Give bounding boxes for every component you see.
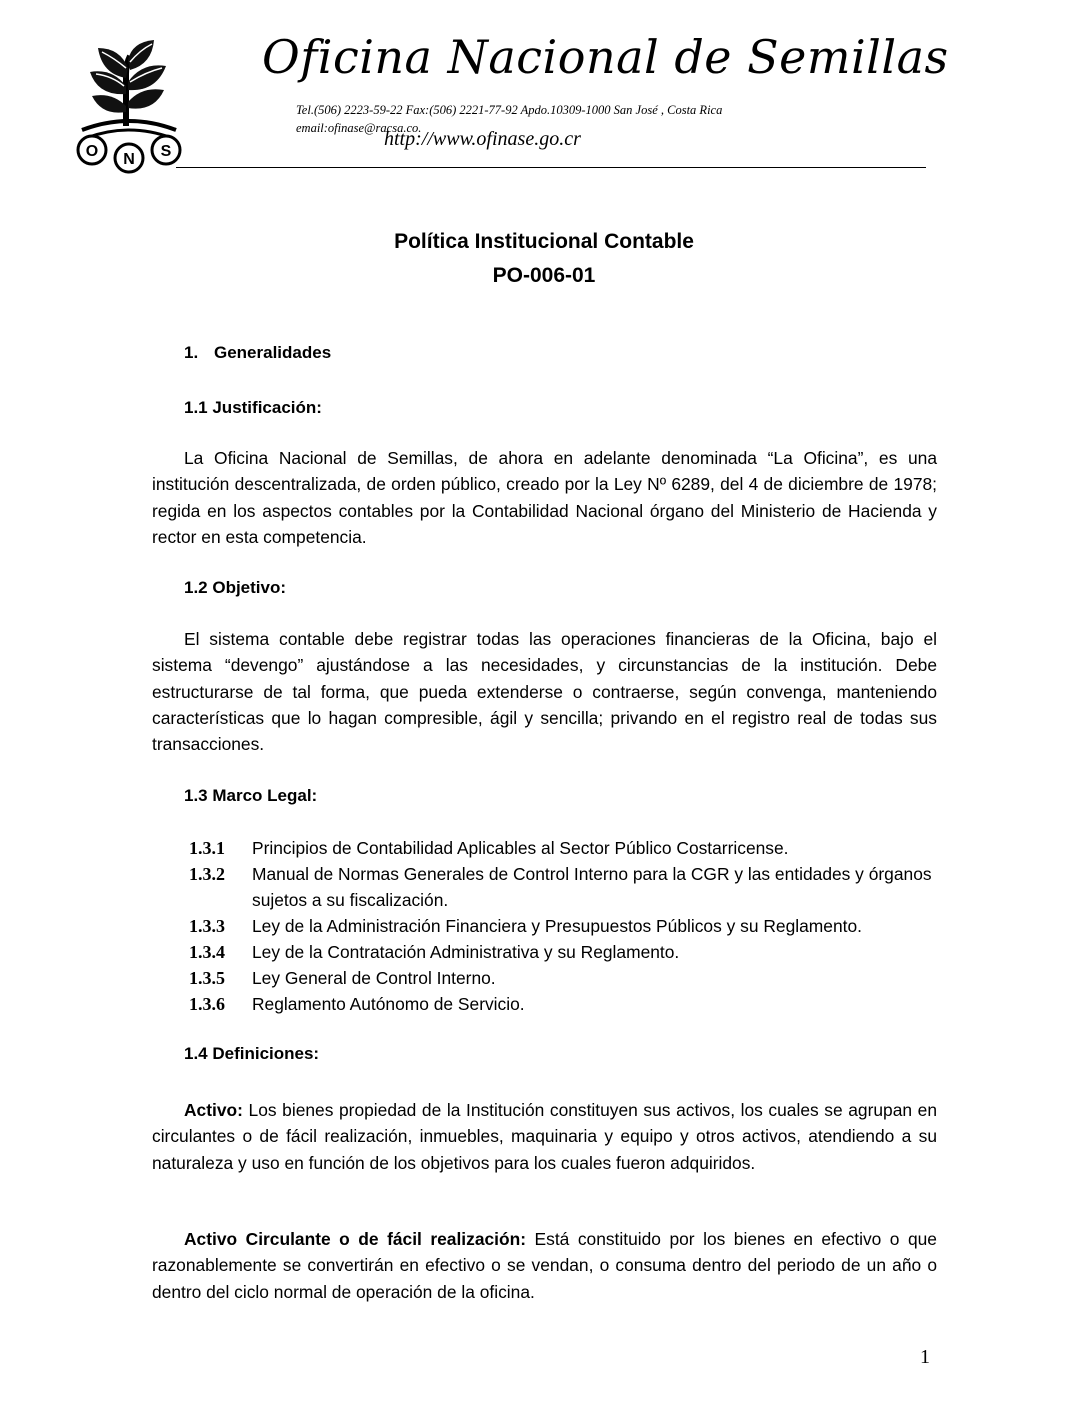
section-title: Generalidades [214, 343, 332, 362]
definition-text: Los bienes propiedad de la Institución constituyen sus activos, los cuales se agrupan en circulantes o de fácil realización, inmuebles, maquinaria y equipo y otros activos, atendiendo a su naturaleza y uso en función de los objetivos para los cuales fueron adquiridos. [152, 1100, 937, 1173]
paragraph-objetivo [152, 626, 937, 757]
contact-email[interactable]: email:ofinase@racsa.co. [296, 121, 422, 135]
list-item [184, 939, 944, 965]
definition-text: Está constituido por los bienes en efectivo o que razonablemente se convertirán en efectivo o se vendan, o consuma dentro del periodo de un año o dentro del ciclo normal de operación de la oficina. [152, 1229, 937, 1302]
document-title: Política Institucional Contable [394, 230, 694, 253]
header-divider [176, 167, 926, 168]
objetivo-text: El sistema contable debe registrar todas las operaciones financieras de la Oficina, bajo el sistema “devengo” ajustándose a las necesidades, y circunstancias de la institución. Debe estructurarse de tal forma, que pueda extenderse o contraerse, según convenga, manteniendo características que lo hagan compresible, ágil y sencilla; privando en el registro real de todas sus transacciones. [152, 629, 937, 755]
justificacion-text: La Oficina Nacional de Semillas, de ahora en adelante denominada “La Oficina”, es una institución descentralizada, de orden público, creado por la Ley Nº 6289, del 4 de diciembre de 1978; regida en los aspectos contables por la Contabilidad Nacional órgano del Ministerio de Hacienda y rector en esta competencia. [152, 448, 937, 547]
list-item-number: 1.3.4 [189, 942, 225, 962]
list-item [184, 861, 944, 913]
svg-text:N: N [123, 151, 135, 168]
paragraph-justificacion [152, 445, 937, 550]
list-item-text: Ley General de Control Interno. [252, 968, 496, 988]
definition-term: Activo Circulante o de fácil realización: [184, 1229, 527, 1249]
definition-activo-circulante [152, 1226, 937, 1305]
definition-activo [152, 1097, 937, 1176]
svg-text:S: S [160, 143, 172, 160]
list-item-text: Ley de la Administración Financiera y Presupuestos Públicos y su Reglamento. [252, 916, 862, 936]
list-item-text: Principios de Contabilidad Aplicables al Sector Público Costarricense. [252, 838, 789, 858]
svg-text:O: O [85, 143, 99, 160]
ons-logo [68, 34, 190, 174]
heading-justificacion: 1.1 Justificación: [184, 398, 322, 417]
list-item [184, 965, 944, 991]
list-item-text: Ley de la Contratación Administrativa y su Reglamento. [252, 942, 680, 962]
website-link[interactable]: http://www.ofinase.go.cr [384, 128, 581, 150]
heading-marco-legal: 1.3 Marco Legal: [184, 786, 318, 805]
list-item-number: 1.3.2 [189, 864, 225, 884]
document-code: PO-006-01 [492, 264, 596, 287]
list-item [184, 913, 944, 939]
list-item-number: 1.3.3 [189, 916, 225, 936]
list-item-text: Manual de Normas Generales de Control Interno para la CGR y las entidades y órganos sujetos a su fiscalización. [252, 864, 932, 910]
heading-objetivo: 1.2 Objetivo: [184, 578, 287, 597]
heading-definiciones: 1.4 Definiciones: [184, 1044, 320, 1063]
list-item-number: 1.3.5 [189, 968, 225, 988]
list-item-text: Reglamento Autónomo de Servicio. [252, 994, 525, 1014]
list-item [184, 835, 944, 861]
contact-info: Tel.(506) 2223-59-22 Fax:(506) 2221-77-92 Apdo.10309-1000 San José , Costa Rica [296, 103, 723, 117]
definition-term: Activo: [184, 1100, 243, 1120]
section-heading-generalidades [184, 343, 331, 363]
list-item-number: 1.3.1 [189, 838, 225, 858]
organization-name: Oficina Nacional de Semillas [262, 30, 949, 84]
list-item-number: 1.3.6 [189, 994, 225, 1014]
page-number: 1 [920, 1346, 930, 1368]
legal-framework-list [184, 835, 944, 1017]
list-item [184, 991, 944, 1017]
section-number: 1. [184, 343, 199, 362]
